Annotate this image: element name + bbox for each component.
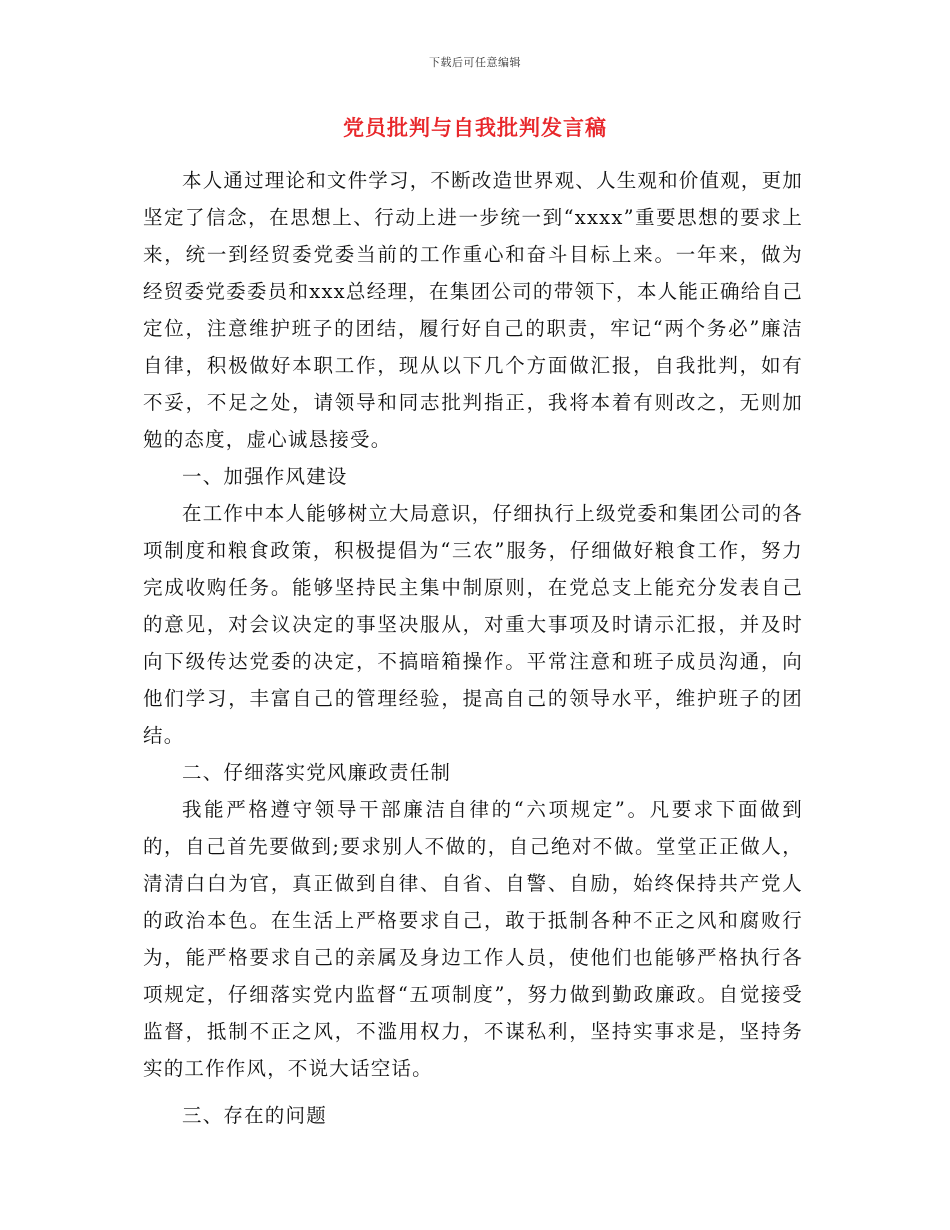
document-title: 党员批判与自我批判发言稿	[343, 115, 607, 140]
intro-paragraph: 本人通过理论和文件学习，不断改造世界观、人生观和价值观，更加坚定了信念，在思想上、行动上进一步统一到“xxxx”重要思想的要求上来，统一到经贸委党委当前的工作重心和奋斗目标上来。一年来，做为经贸委党委委员和xxx总经理，在集团公司的带领下，本人能正确给自己定位，注意维护班子的团结，履行好自己的职责，牢记“两个务必”廉洁自律，积极做好本职工作，现从以下几个方面做汇报，自我批判，如有不妥，不足之处，请领导和同志批判指正，我将本着有则改之，无则加勉的态度，虚心诚恳接受。	[143, 169, 804, 451]
document-body	[143, 162, 803, 1134]
section-heading-2: 二、仔细落实党风廉政责任制	[182, 761, 452, 784]
section-heading-1: 一、加强作风建设	[182, 465, 348, 488]
section-2-paragraph: 我能严格遵守领导干部廉洁自律的“六项规定”。凡要求下面做到的，自己首先要做到;要求别人不做的，自己绝对不做。堂堂正正做人，清清白白为官，真正做到自律、自省、自警、自励，始终保持共产党人的政治本色。在生活上严格要求自己，敢于抵制各种不正之风和腐败行为，能严格要求自己的亲属及身边工作人员，使他们也能够严格执行各项规定，仔细落实党内监督“五项制度”，努力做到勤政廉政。自觉接受监督，抵制不正之风，不滥用权力，不谋私利，坚持实事求是，坚持务实的工作作风，不说大话空话。	[143, 798, 803, 1080]
header-note: 下载后可任意编辑	[429, 56, 521, 69]
section-heading-3: 三、存在的问题	[182, 1104, 327, 1127]
section-1-paragraph: 在工作中本人能够树立大局意识，仔细执行上级党委和集团公司的各项制度和粮食政策，积极提倡为“三农”服务，仔细做好粮食工作，努力完成收购任务。能够坚持民主集中制原则，在党总支上能充分发表自己的意见，对会议决定的事坚决服从，对重大事项及时请示汇报，并及时向下级传达党委的决定，不搞暗箱操作。平常注意和班子成员沟通，向他们学习，丰富自己的管理经验，提高自己的领导水平，维护班子的团结。	[143, 502, 804, 747]
